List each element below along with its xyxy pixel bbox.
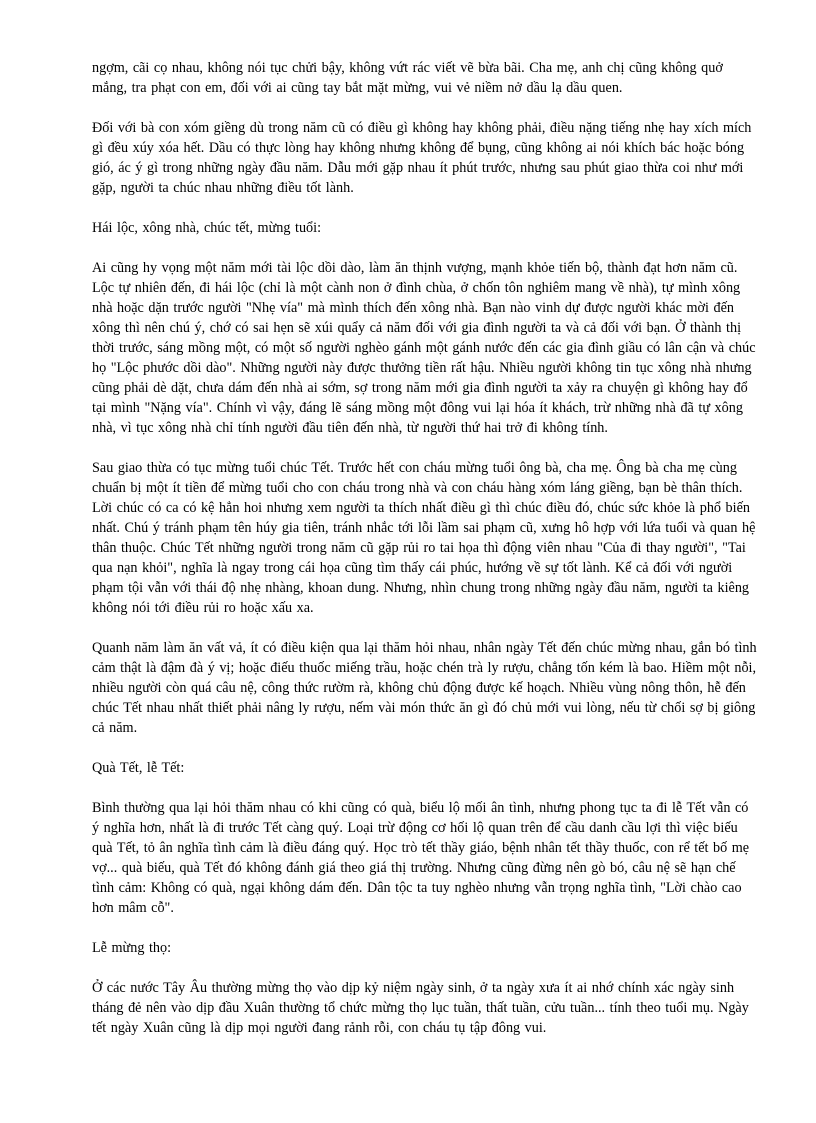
document-page [92, 58, 757, 1058]
paragraph-3: Ai cũng hy vọng một năm mới tài lộc dồi dào, làm ăn thịnh vượng, mạnh khỏe tiến bộ, thành đạt hơn năm cũ. Lộc tự nhiên đến, đi hái lộc (chỉ là một cành non ở đình chùa, ở chốn tôn nghiêm mang về nhà), tự mình xông nhà hoặc dặn trước người "Nhẹ vía" mà mình thích đến xông nhà. Bạn nào vinh dự được người khác mời đến xông thì nên chú ý, chớ có sai hẹn sẽ xúi quẩy cả năm đối với gia đình người ta và cả đối với bạn. Ở thành thị thời trước, sáng mồng một, có một số người nghèo gánh một gánh nước đến các gia đình giầu có lân cận và chúc họ "Lộc phước dồi dào". Những người này được thưởng tiền rất hậu. Nhiều người không tin tục xông nhà nhưng cũng phải dè dặt, chưa dám đến nhà ai sớm, sợ trong năm mới gia đình người ta xảy ra chuyện gì không hay đổ tại mình "Nặng vía". Chính vì vậy, đáng lẽ sáng mồng một đông vui lại hóa ít khách, trừ những nhà đã tự xông nhà, vì tục xông nhà chỉ tính người đầu tiên đến nhà, từ người thứ hai trở đi không tính. [92, 260, 756, 436]
paragraph-2: Đối với bà con xóm giềng dù trong năm cũ có điều gì không hay không phải, điều nặng tiếng nhẹ hay xích mích gì đều xúy xóa hết. Dầu có thực lòng hay không nhưng không để bụng, cũng không ai nói khích bác hoặc bóng gió, ác ý gì trong những ngày đầu năm. Dẫu mới gặp nhau ít phút trước, nhưng sau phút giao thừa coi như mới gặp, người ta chúc nhau những điều tốt lành. [92, 120, 752, 196]
paragraph-7: Ở các nước Tây Âu thường mừng thọ vào dịp kỷ niệm ngày sinh, ở ta ngày xưa ít ai nhớ chính xác ngày sinh tháng đẻ nên vào dịp đầu Xuân thường tổ chức mừng thọ lục tuần, thất tuần, cửu tuần... tính theo tuổi mụ. Ngày tết ngày Xuân cũng là dịp mọi người đang rảnh rỗi, con cháu tụ tập đông vui. [92, 980, 749, 1036]
section-heading-hai-loc: Hái lộc, xông nhà, chúc tết, mừng tuổi: [92, 220, 322, 236]
section-heading-mung-tho: Lễ mừng thọ: [92, 940, 172, 956]
paragraph-6: Bình thường qua lại hỏi thăm nhau có khi cũng có quà, biểu lộ mối ân tình, nhưng phong tục ta đi lễ Tết vẫn có ý nghĩa hơn, nhất là đi trước Tết càng quý. Loại trừ động cơ hối lộ quan trên để cầu danh cầu lợi thì việc biếu quà Tết, tỏ ân nghĩa tình cảm là điều đáng quý. Học trò tết thầy giáo, bệnh nhân tết thầy thuốc, con rể tết bố mẹ vợ... quà biếu, quà Tết đó không đánh giá theo giá thị trường. Nhưng cũng đừng nên gò bó, câu nệ sẽ hạn chế tình cảm: Không có quà, ngại không dám đến. Dân tộc ta tuy nghèo nhưng vẫn trọng nghĩa tình, "Lời chào cao hơn mâm cỗ". [92, 800, 750, 916]
paragraph-1: ngợm, cãi cọ nhau, không nói tục chửi bậy, không vứt rác viết vẽ bừa bãi. Cha mẹ, anh chị cũng không quở mắng, tra phạt con em, đối với ai cũng tay bắt mặt mừng, vui vẻ niềm nở dầu lạ dầu quen. [92, 60, 723, 96]
section-heading-qua-tet: Quà Tết, lễ Tết: [92, 760, 185, 776]
paragraph-5: Quanh năm làm ăn vất vả, ít có điều kiện qua lại thăm hỏi nhau, nhân ngày Tết đến chúc mừng nhau, gắn bó tình cảm thật là đậm đà ý vị; hoặc điếu thuốc miếng trầu, hoặc chén trà ly rượu, chẳng tốn kém là bao. Hiềm một nỗi, nhiều người còn quá câu nệ, công thức rườm rà, không chủ động được kế hoạch. Nhiều vùng nông thôn, hễ đến chúc Tết nhau nhất thiết phải nâng ly rượu, nếm vài món thức ăn gì đó chủ mới vui lòng, nếu từ chối sợ bị giông cả năm. [92, 640, 757, 736]
paragraph-4: Sau giao thừa có tục mừng tuổi chúc Tết. Trước hết con cháu mừng tuổi ông bà, cha mẹ. Ông bà cha mẹ cùng chuẩn bị một ít tiền để mừng tuổi cho con cháu trong nhà và con cháu hàng xóm láng giềng, bạn bè thân thích. Lời chúc có ca có kệ hẳn hoi nhưng xem người ta thích nhất điều gì thì chúc điều đó, chúc sức khỏe là phổ biến nhất. Chú ý tránh phạm tên húy gia tiên, tránh nhắc tới lỗi lầm sai phạm cũ, xưng hô hợp với lứa tuổi và quan hệ thân thuộc. Chúc Tết những người trong năm cũ gặp rủi ro tai họa thì động viên nhau "Của đi thay người", "Tai qua nạn khỏi", nghĩa là ngay trong cái họa cũng tìm thấy cái phúc, hướng về sự tốt lành. Kể cả đối với người phạm tội vẫn với thái độ nhẹ nhàng, khoan dung. Nhưng, nhìn chung trong những ngày đầu năm, người ta kiêng không nói tới điều rủi ro hoặc xấu xa. [92, 460, 756, 616]
